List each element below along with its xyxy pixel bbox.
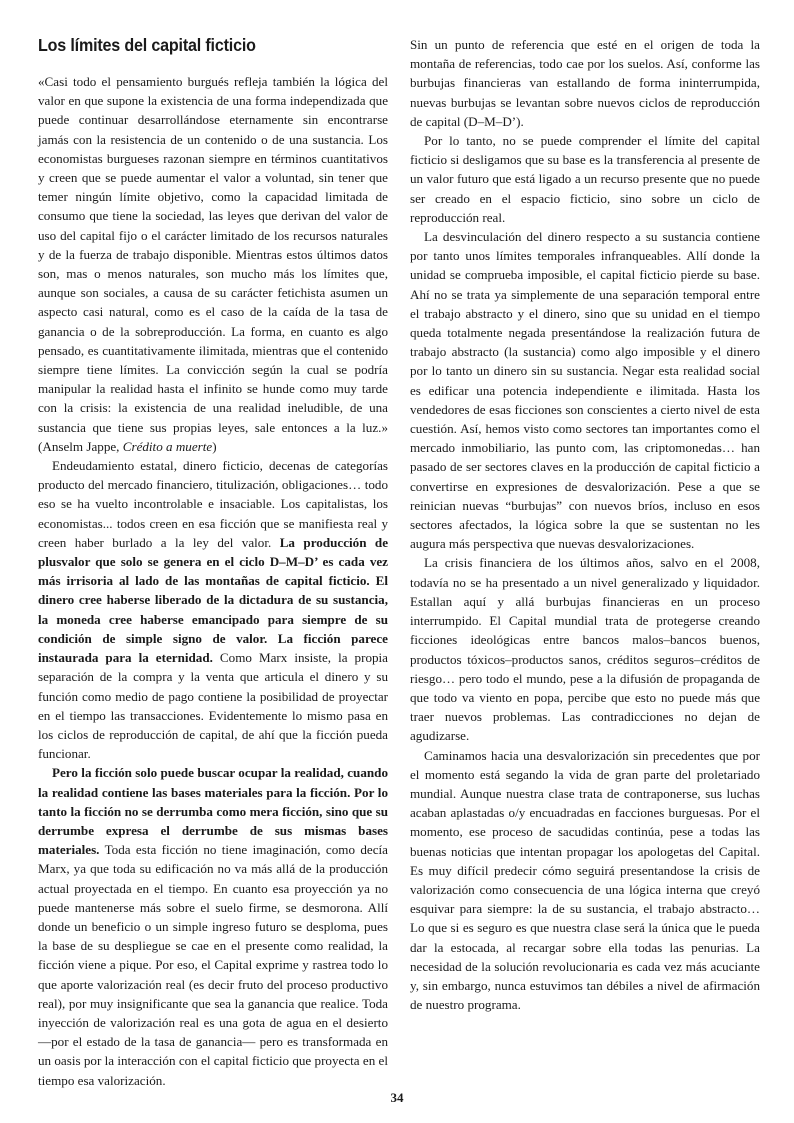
paragraph-referencia: Sin un punto de referencia que esté en el origen de toda la montaña de referencias, todo cae por los suelos. Así, conforme las burbujas financieras van estallando de forma ininterrumpida, nuevas burbujas se levantan sobre nuevos ciclos de reproducción de capital (D–M–D’).: [410, 37, 760, 129]
paragraph-ficcion: [38, 763, 388, 1089]
paragraph-text: Toda esta ficción no tiene imaginación, como decía Marx, ya que toda su edificación no va más allá de la producción actual proyectada en el tiempo. En cuanto esa proyección ya no puede mantenerse más sobre el suelo firme, se desmorona. Allí donde un beneficio o un simple ingreso futuro se desploma, pues la base de su despliegue se cae en el presente como realidad, la ficción viene a pique. Por eso, el Capital exprime y rastrea todo lo que aporte valorización real (es decir fruto del proceso productivo real), por muy insignificante que sea la ganancia que realice. Toda inyección de valorización real es una gota de agua en el desierto —por el estado de la tasa de ganancia— pero es transformada en un oasis por la interacción con el capital ficticio que proyecta en el tiempo esa valorización.: [38, 842, 388, 1088]
paragraph-desvinculacion: La desvinculación del dinero respecto a su sustancia contiene por tanto unos límites temporales infranqueables. Allí donde la unidad se comprueba imposible, el capital ficticio pierde su base. Ahí no se trata ya simplemente de una separación temporal entre el trabajo abstracto y el dinero, sino que su unidad en el tiempo queda totalmente negada presentándose la realización futura de trabajo abstracto (la sustancia) como algo imposible y el dinero por lo tanto un dinero sin su sustancia. Negar esta realidad social es edificar una potencia independiente e ilimitada. Hasta los vendedores de esas ficciones son conscientes a cierto nivel de esta cuestión. Así, hemos visto como sectores tan importantes como el mercado inmobiliario, las punto com, las criptomonedas… han pasado de ser sectores claves en la producción de capital ficticio a convertirse en expresiones de desvalorización. Pese a que se reinician nuevas “burbujas” con nuevos bríos, incluso en esos sectores afectados, la lógica sobre la que se sustentan no les augura más perspectiva que nuevas desvalorizaciones.: [410, 229, 760, 552]
quote-text: «Casi todo el pensamiento burgués refleja también la lógica del valor en que supone la existencia de una forma independizada que puede continuar desarrollándose eternamente sin encontrarse jamás con la resistencia de un contenido o de una sustancia. Los economistas burgueses razonan siempre en términos cuantitativos y creen que se puede aumentar el valor a voluntad, sin tener que temer ningún límite objetivo, como la capacidad limitada de consumo que tiene la sociedad, las leyes que derivan del valor de uso del capital fijo o el carácter limitado de los recursos naturales y de la fuerza de trabajo disponible. Mientras estos últimos datos son, mas o menos naturales, son mucho más los límites que, aunque son sociales, a causa de su carácter fetichista asumen un aspecto casi natural, como es el caso de la caída de la tasa de ganancia o de la sobreproducción. La forma, en cuanto es algo pensado, es cuantitativamente ilimitada, mientras que el contenido siempre tiene límites. La convicción según la cual se podría manipular la realidad hasta el infinito se hunde como muy tarde con la crisis: la existencia de una realidad ineludible, de una sustancia que tiene sus propias leyes, sale entonces a la luz.» (Anselm Jappe,: [38, 74, 388, 454]
paragraph-endeudamiento: [38, 456, 388, 763]
quote-paragraph: [38, 72, 388, 456]
paragraph-text: Endeudamiento estatal, dinero ficticio, decenas de categorías producto del mercado financiero, titulización, obligaciones… todo eso se ha vuelto incontrolable e insaciable. Los capitalistas, los economistas... todos creen en esa ficción que se manifiesta real y creen haber burlado a la ley del valor.: [38, 458, 388, 550]
paragraph-caminamos: Caminamos hacia una desvalorización sin precedentes que por el momento está segando la vida de gran parte del proletariado mundial. Aunque nuestra clase trata de contraponerse, sus luchas acaban aplastadas o/y encuadradas en facciones burguesas. Por el momento, ese proceso de sacudidas continúa, pese a todas las buenas noticias que intentan propagar los apologetas del Capital. Es muy difícil predecir cómo seguirá presentandose la crisis de valorización como consecuencia de una lógica interna que creyó esquivar para siempre: la de su sustancia, el trabajo abstracto… Lo que si es seguro es que nuestra clase será la única que le pueda dar la estocada, al recargar sobre ella todas las penurias. La necesidad de la solución revolucionaria es cada vez más acuciante y, sin embargo, nunca estuvimos tan débiles a nivel de afirmación de nuestro programa.: [410, 747, 760, 1013]
bold-text: Pero la ficción solo puede buscar ocupar la realidad, cuando la realidad contiene las bases materiales para la ficción. Por lo tanto la ficción no se derrumba como mera ficción, sino que su derrumbe expresa el derrumbe de sus mismas bases materiales.: [38, 765, 388, 858]
page-title: Los límites del capital ficticio: [38, 35, 256, 55]
quote-citation: Crédito a muerte: [122, 438, 213, 454]
paragraph-limite: Por lo tanto, no se puede comprender el límite del capital ficticio si desligamos que su base es la transferencia al presente de un valor futuro que está ligado a un recurso presente que no puede ser creado en el espacio ficticio, sino sobre un ciclo de reproducción real.: [410, 133, 760, 225]
quote-end: ): [212, 438, 217, 454]
right-column: [410, 35, 760, 1014]
left-column: [38, 34, 388, 1090]
page-number: 34: [390, 1090, 404, 1105]
paragraph-crisis: La crisis financiera de los últimos años, salvo en el 2008, todavía no se ha presentado a un nivel generalizado y liquidador. Estallan aquí y allá burbujas financieras en un proceso interrumpido. El Capital mundial trata de protegerse creando ficciones ideológicas entre bancos malos–bancos buenos, productos tóxicos–productos sanos, créditos seguros–créditos de riesgo… pero todo el mundo, pese a la difusión de propaganda de que todo va viento en popa, percibe que esto no puede más que traer nuevos problemas. Las contradicciones no dejan de agudizarse.: [410, 555, 760, 744]
paragraph-text: Como Marx insiste, la propia separación de la compra y la venta que articula el dinero y su función como medio de pago contiene la posibilidad de proyectar en el tiempo las transacciones. Evidentemente lo mismo pasa en los ciclos de reproducción de capital, de ahí que la ficción pueda funcionar.: [38, 650, 388, 762]
bold-text: La producción de plusvalor que solo se genera en el ciclo D–M–D’ es cada vez más irrisoria al lado de las montañas de capital ficticio. El dinero cree haberse liberado de la dictadura de su sustancia, la moneda cree haberse emancipado para siempre de su condición de simple signo de valor. La ficción parece instaurada para la eternidad.: [38, 534, 389, 666]
